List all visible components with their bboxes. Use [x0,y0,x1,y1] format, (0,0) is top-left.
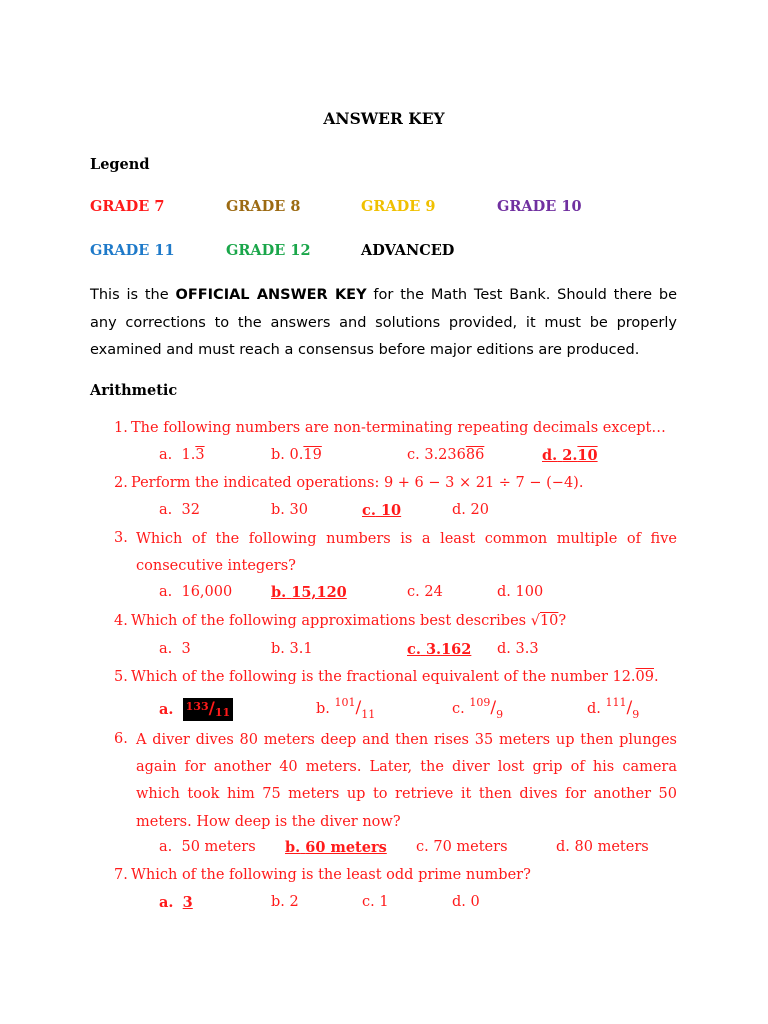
intro-post: for the Math Test Bank. Should there be any corrections to the answers and solutions provided, it must be properly examined and must reach a consensus before major editions are produced. [90,287,677,358]
question-1-option-a: a. 1.3 [159,447,205,463]
question-5-number: 5. [114,669,128,685]
radicand: 10 [539,613,559,629]
question-6-text: A diver dives 80 meters deep and then rises 35 meters up then plunges again for another 40 meters. Later, the diver lost grip of his camera which took him 75 meters up to retrieve it then dives for another 50 meters. How deep is the diver now? [136,732,677,830]
intro-strong: OFFICIAL ANSWER KEY [175,287,367,303]
radical-sign: √ [530,613,540,629]
legend-grade-12: GRADE 12 [226,242,311,259]
question-7-option-c: c. 1 [362,894,389,910]
question-5-option-c: c. $^{109}/_9$ [452,696,504,721]
question-5-option-d: d. $^{111}/_9$ [587,696,640,721]
question-7-option-a-answer: a. 3 [159,894,193,911]
question-6-option-a: a. 50 meters [159,839,256,855]
intro-paragraph [90,282,677,365]
question-4-number: 4. [114,613,128,629]
question-2-option-b: b. 30 [271,502,308,518]
question-3-option-d: d. 100 [497,584,544,600]
question-1-option-c: c. 3.23686 [407,447,485,463]
question-6-option-b-answer: b. 60 meters [285,839,387,856]
question-4-option-b: b. 3.1 [271,641,313,657]
question-1-number: 1. [114,420,128,436]
question-2-option-d: d. 20 [452,502,489,518]
question-7-option-b: b. 2 [271,894,299,910]
question-7-number: 7. [114,867,128,883]
legend-grade-7: GRADE 7 [90,198,165,215]
question-4-option-a: a. 3 [159,641,191,657]
legend-heading: Legend [90,156,150,173]
question-3-option-b-answer: b. 15,120 [271,584,347,601]
question-3-option-a: a. 16,000 [159,584,233,600]
question-6-number: 6. [114,731,128,747]
question-2-option-a: a. 32 [159,502,200,518]
question-5-option-a-answer: a. $^{133}/_{11}$ [159,698,233,721]
question-4-text: Which of the following approximations best describes √10? [131,613,567,629]
question-6-option-c: c. 70 meters [416,839,508,855]
question-4-option-c-answer: c. 3.162 [407,641,472,658]
question-4-option-d: d. 3.3 [497,641,539,657]
legend-grade-11: GRADE 11 [90,242,175,259]
question-2-text: Perform the indicated operations: 9 + 6 − 3 × 21 ÷ 7 − (−4). [131,475,584,491]
question-1-option-b: b. 0.19 [271,447,322,463]
question-1-text: The following numbers are non-terminating repeating decimals except… [131,420,666,436]
intro-pre: This is the [90,287,176,303]
highlighted-fraction: $^{133}/_{11}$ [183,698,234,721]
question-7-text: Which of the following is the least odd prime number? [131,867,531,883]
question-3-number: 3. [114,530,128,546]
page-title: ANSWER KEY [323,109,445,128]
question-5-option-b: b. $^{101}/_{11}$ [316,696,376,721]
question-2-number: 2. [114,475,128,491]
question-2-option-c-answer: c. 10 [362,502,402,519]
question-5-text: Which of the following is the fractional equivalent of the number 12.09. [131,669,659,685]
legend-advanced: ADVANCED [361,242,455,259]
question-7-option-d: d. 0 [452,894,480,910]
legend-grade-9: GRADE 9 [361,198,436,215]
question-3-option-c: c. 24 [407,584,443,600]
question-3-text: Which of the following numbers is a least common multiple of five consecutive integers? [136,531,677,575]
section-heading: Arithmetic [90,382,178,399]
question-1-option-d-answer: d. 2.10 [542,447,598,464]
legend-grade-10: GRADE 10 [497,198,582,215]
question-6-option-d: d. 80 meters [556,839,649,855]
legend-grade-8: GRADE 8 [226,198,301,215]
